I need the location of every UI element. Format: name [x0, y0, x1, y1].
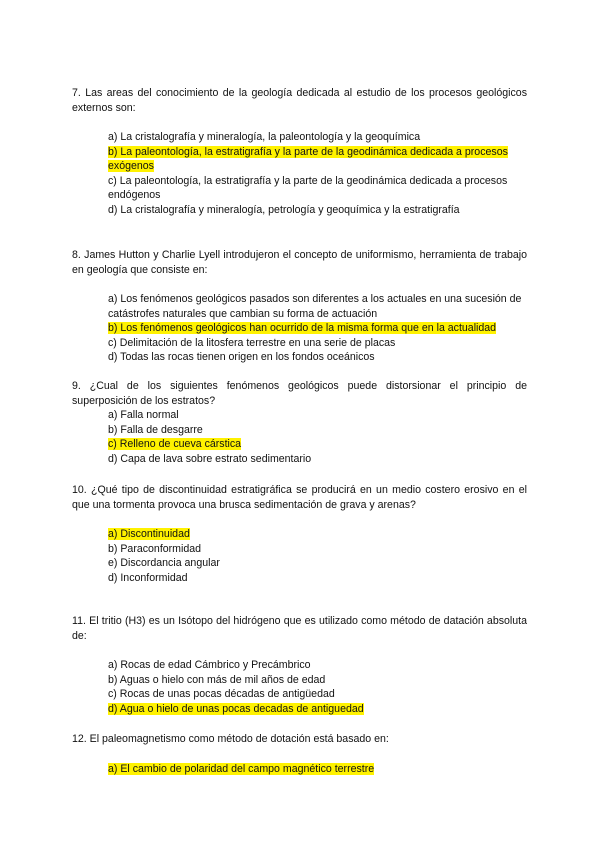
option-list [108, 292, 528, 365]
option-b: b) Los fenómenos geológicos han ocurrido de la misma forma que en la actualidad [108, 322, 497, 334]
option-d: d) Inconformidad [108, 571, 188, 584]
option-b: b) Falla de desgarre [108, 423, 203, 436]
option-d: d) La cristalografía y mineralogía, petrología y geoquímica y la estratigrafía [108, 203, 460, 216]
option-a: a) Rocas de edad Cámbrico y Precámbrico [108, 659, 311, 671]
option-c: c) Delimitación de la litosfera terrestre en una serie de placas [108, 336, 396, 349]
question-11 [72, 614, 527, 716]
question-stem: 9. ¿Cual de los siguientes fenómenos geológicos puede distorsionar el principio de superposición de los estratos? [72, 380, 527, 407]
option-a: a) Falla normal [108, 409, 179, 421]
option-c: c) Rocas de unas pocas décadas de antigüedad [108, 688, 335, 700]
option-a: a) Los fenómenos geológicos pasados son diferentes a los actuales en una sucesión de catástrofes naturales que cambian su forma de actuación [108, 293, 522, 320]
option-b: b) La paleontología, la estratigrafía y la parte de la geodinámica dedicada a procesos exógenos [108, 145, 508, 172]
option-c: c) La paleontología, la estratigrafía y la parte de la geodinámica dedicada a procesos endógenos [108, 174, 508, 201]
option-b: b) Aguas o hielo con más de mil años de edad [108, 673, 326, 686]
option-d: d) Todas las rocas tienen origen en los fondos oceánicos [108, 351, 375, 363]
question-7 [72, 86, 527, 217]
option-list [108, 527, 528, 585]
question-stem: 8. James Hutton y Charlie Lyell introdujeron el concepto de uniformismo, herramienta de trabajo en geología que consiste en: [72, 249, 527, 276]
question-12 [72, 732, 527, 776]
option-list [108, 130, 528, 217]
option-list [108, 408, 528, 466]
option-a: a) La cristalografía y mineralogía, la paleontología y la geoquímica [108, 131, 421, 143]
option-d: d) Agua o hielo de unas pocas decadas de antiguedad [108, 702, 364, 715]
question-stem: 11. El tritio (H3) es un Isótopo del hidrógeno que es utilizado como método de datación absoluta de: [72, 615, 527, 642]
option-a: a) Discontinuidad [108, 528, 190, 540]
question-stem: 12. El paleomagnetismo como método de dotación está basado en: [72, 733, 389, 745]
question-9 [72, 379, 527, 466]
question-8 [72, 248, 527, 365]
option-c: c) Relleno de cueva cárstica [108, 438, 242, 450]
question-stem: 10. ¿Qué tipo de discontinuidad estratigráfica se producirá en un medio costero erosivo en el que una tormenta provoca una brusca sedimentación de grava y arenas? [72, 484, 527, 511]
option-list [108, 658, 528, 716]
option-e: e) Discordancia angular [108, 557, 220, 569]
option-d: d) Capa de lava sobre estrato sedimentario [108, 452, 312, 465]
question-10 [72, 483, 527, 585]
option-b: b) Paraconformidad [108, 542, 202, 555]
option-a: a) El cambio de polaridad del campo magnético terrestre [108, 762, 375, 775]
option-list [108, 762, 528, 777]
question-stem: 7. Las areas del conocimiento de la geología dedicada al estudio de los procesos geológicos externos son: [72, 87, 527, 114]
